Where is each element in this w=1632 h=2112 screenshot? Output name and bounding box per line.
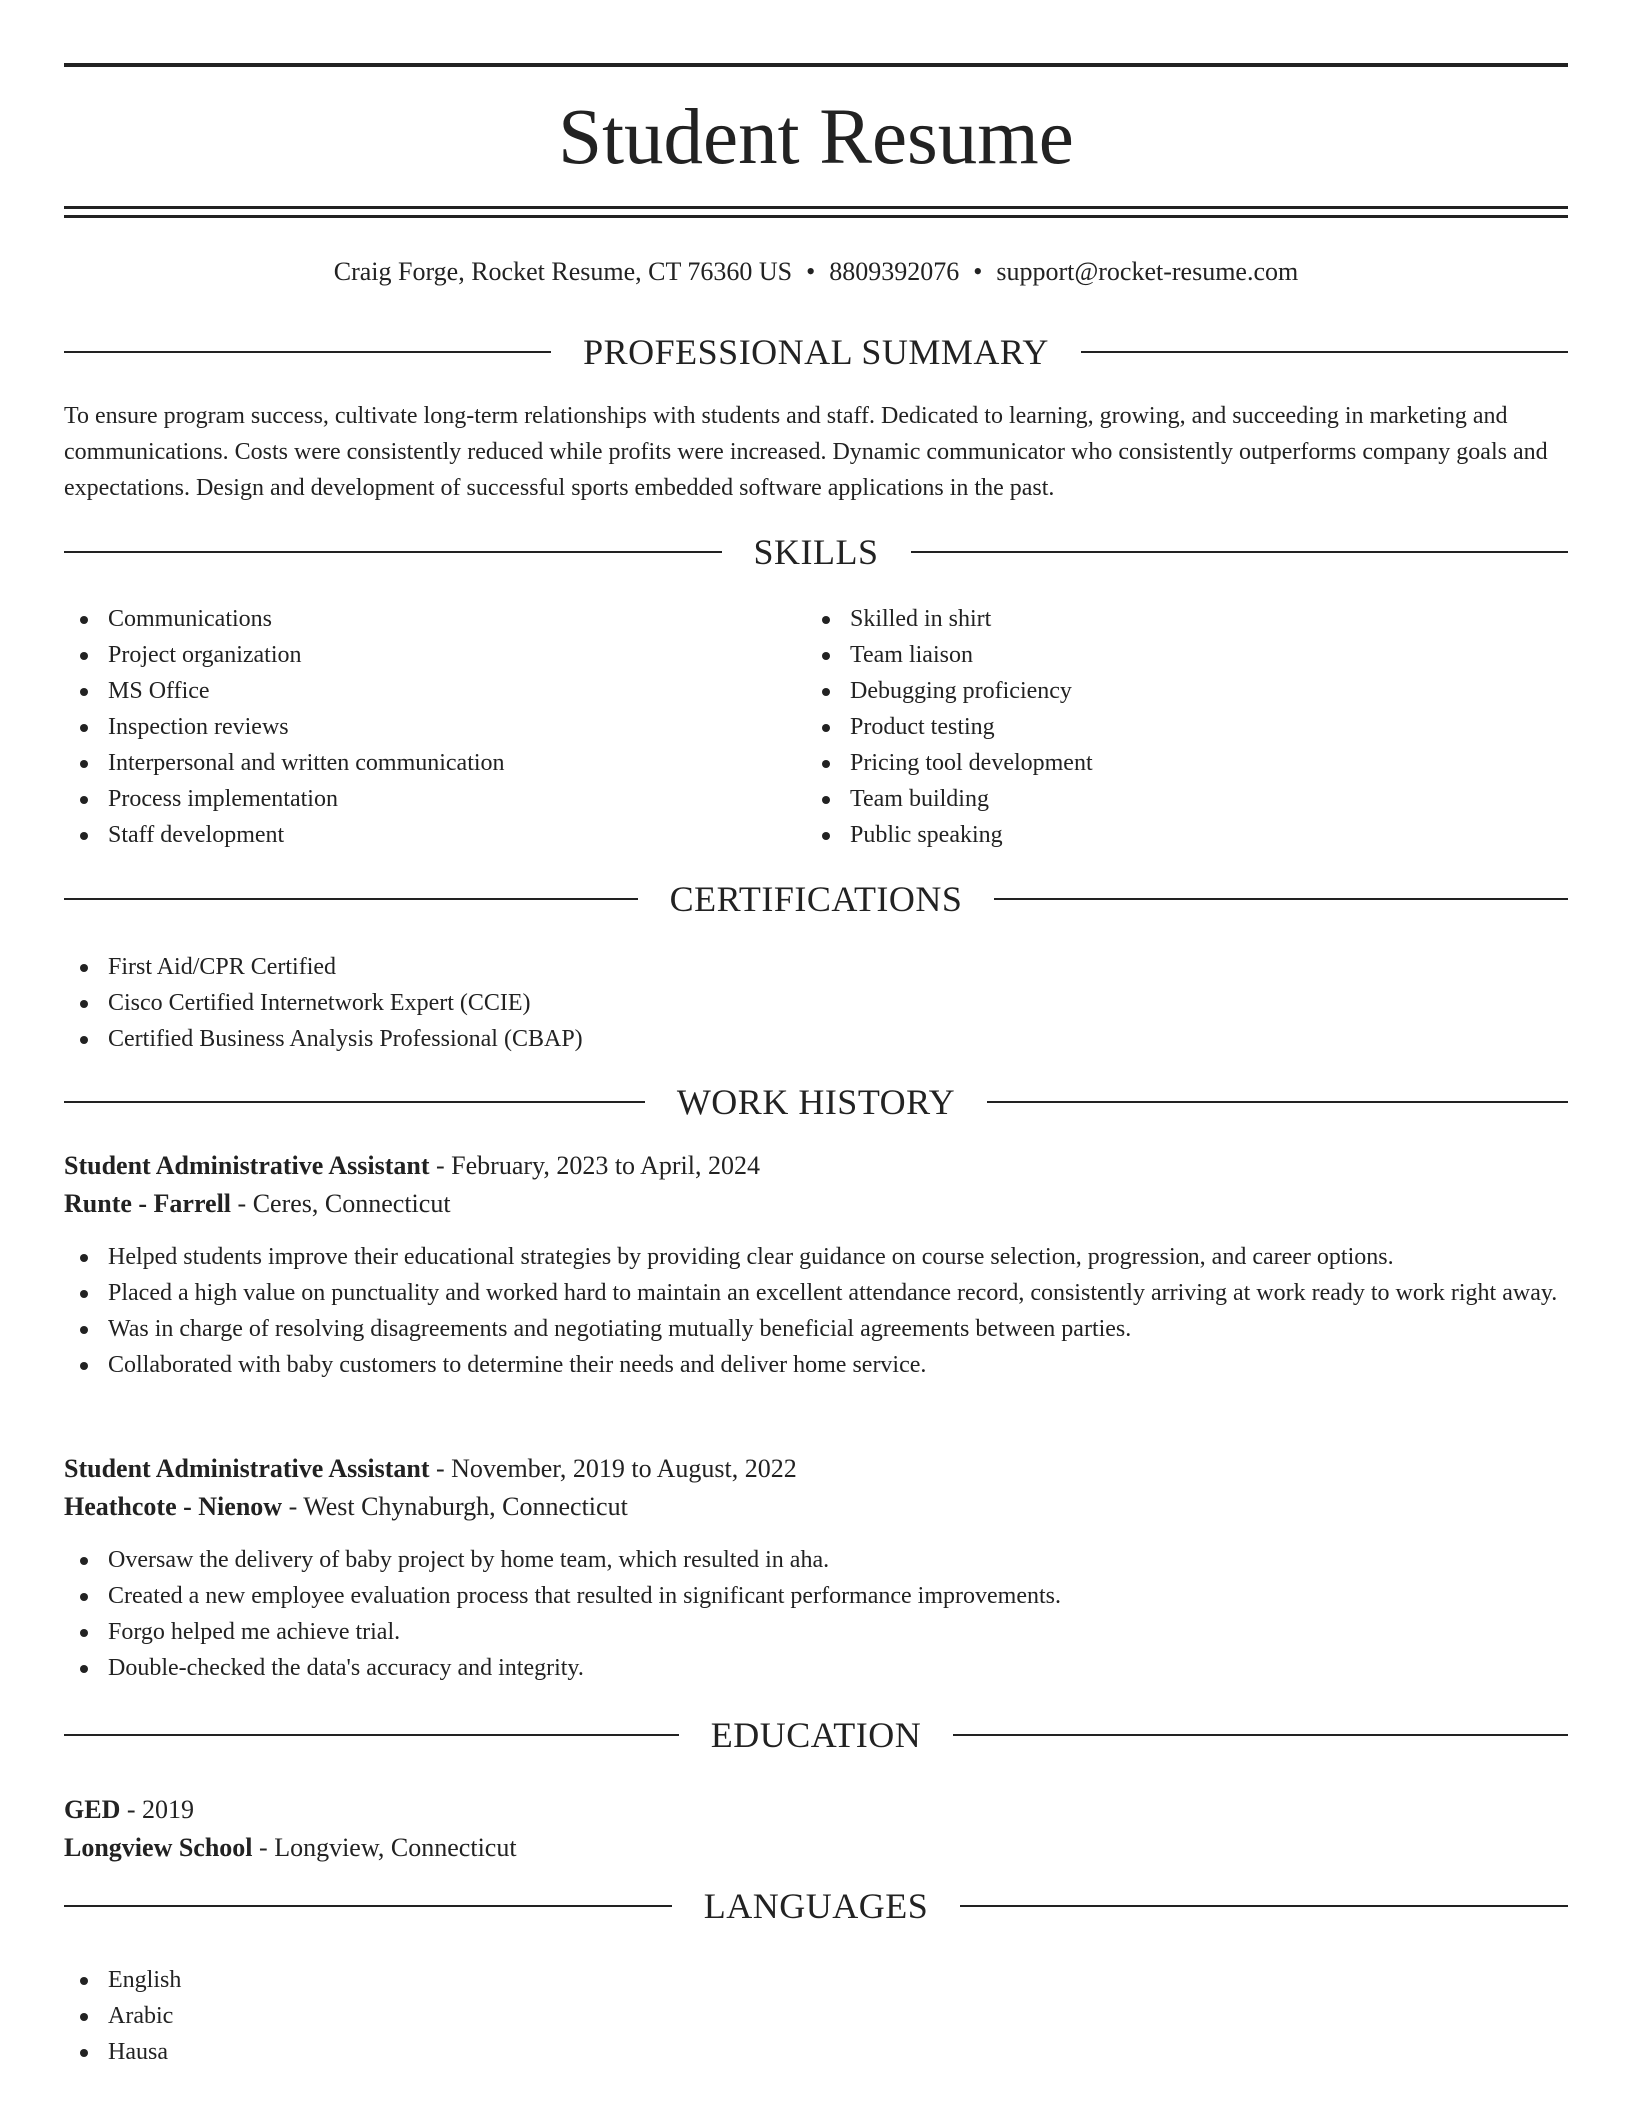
skills-list-right xyxy=(806,601,1506,853)
contact-separator: • xyxy=(973,257,983,286)
job-bullet: Double-checked the data's accuracy and integrity. xyxy=(64,1650,1568,1686)
heading-rule xyxy=(64,1734,679,1736)
skill-item: Inspection reviews xyxy=(64,709,764,745)
skills-column-right xyxy=(806,601,1506,853)
job-bullet: Was in charge of resolving disagreements and negotiating mutually beneficial agreements between parties. xyxy=(64,1311,1568,1347)
languages-list xyxy=(64,1962,1568,2070)
education-heading xyxy=(64,1713,1568,1757)
job-company-line xyxy=(64,1185,1568,1223)
contact-email: support@rocket-resume.com xyxy=(996,257,1299,286)
skill-item: MS Office xyxy=(64,673,764,709)
contact-phone: 8809392076 xyxy=(829,257,960,286)
contact-separator: • xyxy=(806,257,816,286)
education-school-line xyxy=(64,1829,1568,1867)
skill-item: Project organization xyxy=(64,637,764,673)
certification-item: Certified Business Analysis Professional (CBAP) xyxy=(64,1021,1568,1057)
heading-rule xyxy=(64,351,551,353)
job-title-line xyxy=(64,1147,1568,1185)
job-bullet: Placed a high value on punctuality and worked hard to maintain an excellent attendance record, consistently arriving at work ready to work right away. xyxy=(64,1275,1568,1311)
job-company-line xyxy=(64,1488,1568,1526)
skill-item: Debugging proficiency xyxy=(806,673,1506,709)
job-bullet: Forgo helped me achieve trial. xyxy=(64,1614,1568,1650)
skill-item: Public speaking xyxy=(806,817,1506,853)
heading-rule xyxy=(911,551,1569,553)
skill-item: Skilled in shirt xyxy=(806,601,1506,637)
job-bullet: Helped students improve their educational strategies by providing clear guidance on course selection, progression, and career options. xyxy=(64,1239,1568,1275)
heading-rule xyxy=(953,1734,1568,1736)
education-heading-text: EDUCATION xyxy=(710,1715,922,1755)
languages-list-wrap xyxy=(64,1962,1568,2070)
certification-item: First Aid/CPR Certified xyxy=(64,949,1568,985)
skills-list-left xyxy=(64,601,764,853)
summary-heading xyxy=(64,330,1568,374)
certifications-list-wrap xyxy=(64,949,1568,1057)
skill-item: Staff development xyxy=(64,817,764,853)
contact-address: Craig Forge, Rocket Resume, CT 76360 US xyxy=(333,257,793,286)
resume-title: Student Resume xyxy=(558,94,1074,181)
summary-text: To ensure program success, cultivate long-term relationships with students and staff. Dedicated to learning, growing, and succeeding in marketing and communications. Costs were consistently reduced while profits were increased. Dynamic communicator who consistently outperforms company goals and expectations. Design and development of successful sports embedded software applications in the past. xyxy=(64,403,1548,501)
languages-heading-text: LANGUAGES xyxy=(703,1886,929,1926)
heading-rule xyxy=(960,1905,1568,1907)
skill-item: Interpersonal and written communication xyxy=(64,745,764,781)
job-entry xyxy=(64,1450,1568,1686)
certifications-heading xyxy=(64,877,1568,921)
certifications-heading-text: CERTIFICATIONS xyxy=(669,879,963,919)
education-school: Longview School xyxy=(64,1833,253,1862)
title-double-rule xyxy=(64,206,1568,218)
education-location: - Longview, Connecticut xyxy=(252,1833,517,1862)
job-title: Student Administrative Assistant xyxy=(64,1151,430,1180)
heading-rule xyxy=(64,1905,672,1907)
heading-rule xyxy=(64,551,722,553)
work-history-heading xyxy=(64,1080,1568,1124)
skill-item: Process implementation xyxy=(64,781,764,817)
job-dates: - February, 2023 to April, 2024 xyxy=(429,1151,760,1180)
job-bullet: Collaborated with baby customers to determine their needs and deliver home service. xyxy=(64,1347,1568,1383)
skill-item: Pricing tool development xyxy=(806,745,1506,781)
job-title-line xyxy=(64,1450,1568,1488)
job-title: Student Administrative Assistant xyxy=(64,1454,430,1483)
certifications-list xyxy=(64,949,1568,1057)
summary-heading-text: PROFESSIONAL SUMMARY xyxy=(583,332,1049,372)
heading-rule xyxy=(994,898,1568,900)
job-bullet: Created a new employee evaluation process that resulted in significant performance improvements. xyxy=(64,1578,1568,1614)
languages-heading xyxy=(64,1884,1568,1928)
work-history-heading-text: WORK HISTORY xyxy=(676,1082,956,1122)
job-company: Runte - Farrell xyxy=(64,1189,232,1218)
skill-item: Communications xyxy=(64,601,764,637)
job-bullet: Oversaw the delivery of baby project by home team, which resulted in aha. xyxy=(64,1542,1568,1578)
education-entry xyxy=(64,1791,1568,1867)
skill-item: Team building xyxy=(806,781,1506,817)
job-bullets xyxy=(64,1239,1568,1383)
contact-line xyxy=(64,254,1568,290)
job-location: - West Chynaburgh, Connecticut xyxy=(282,1492,628,1521)
heading-rule xyxy=(64,898,638,900)
job-company: Heathcote - Nienow xyxy=(64,1492,283,1521)
skill-item: Product testing xyxy=(806,709,1506,745)
skills-heading xyxy=(64,530,1568,574)
heading-rule xyxy=(64,1101,645,1103)
job-location: - Ceres, Connecticut xyxy=(231,1189,451,1218)
job-entry xyxy=(64,1147,1568,1383)
skills-heading-text: SKILLS xyxy=(753,532,879,572)
certification-item: Cisco Certified Internetwork Expert (CCIE) xyxy=(64,985,1568,1021)
job-dates: - November, 2019 to August, 2022 xyxy=(429,1454,797,1483)
heading-rule xyxy=(1081,351,1568,353)
job-bullets xyxy=(64,1542,1568,1686)
top-rule xyxy=(64,63,1568,67)
education-year: - 2019 xyxy=(120,1795,195,1824)
skills-column-left xyxy=(64,601,764,853)
education-degree: GED xyxy=(64,1795,121,1824)
language-item: Hausa xyxy=(64,2034,1568,2070)
education-degree-line xyxy=(64,1791,1568,1829)
language-item: English xyxy=(64,1962,1568,1998)
skill-item: Team liaison xyxy=(806,637,1506,673)
language-item: Arabic xyxy=(64,1998,1568,2034)
heading-rule xyxy=(987,1101,1568,1103)
